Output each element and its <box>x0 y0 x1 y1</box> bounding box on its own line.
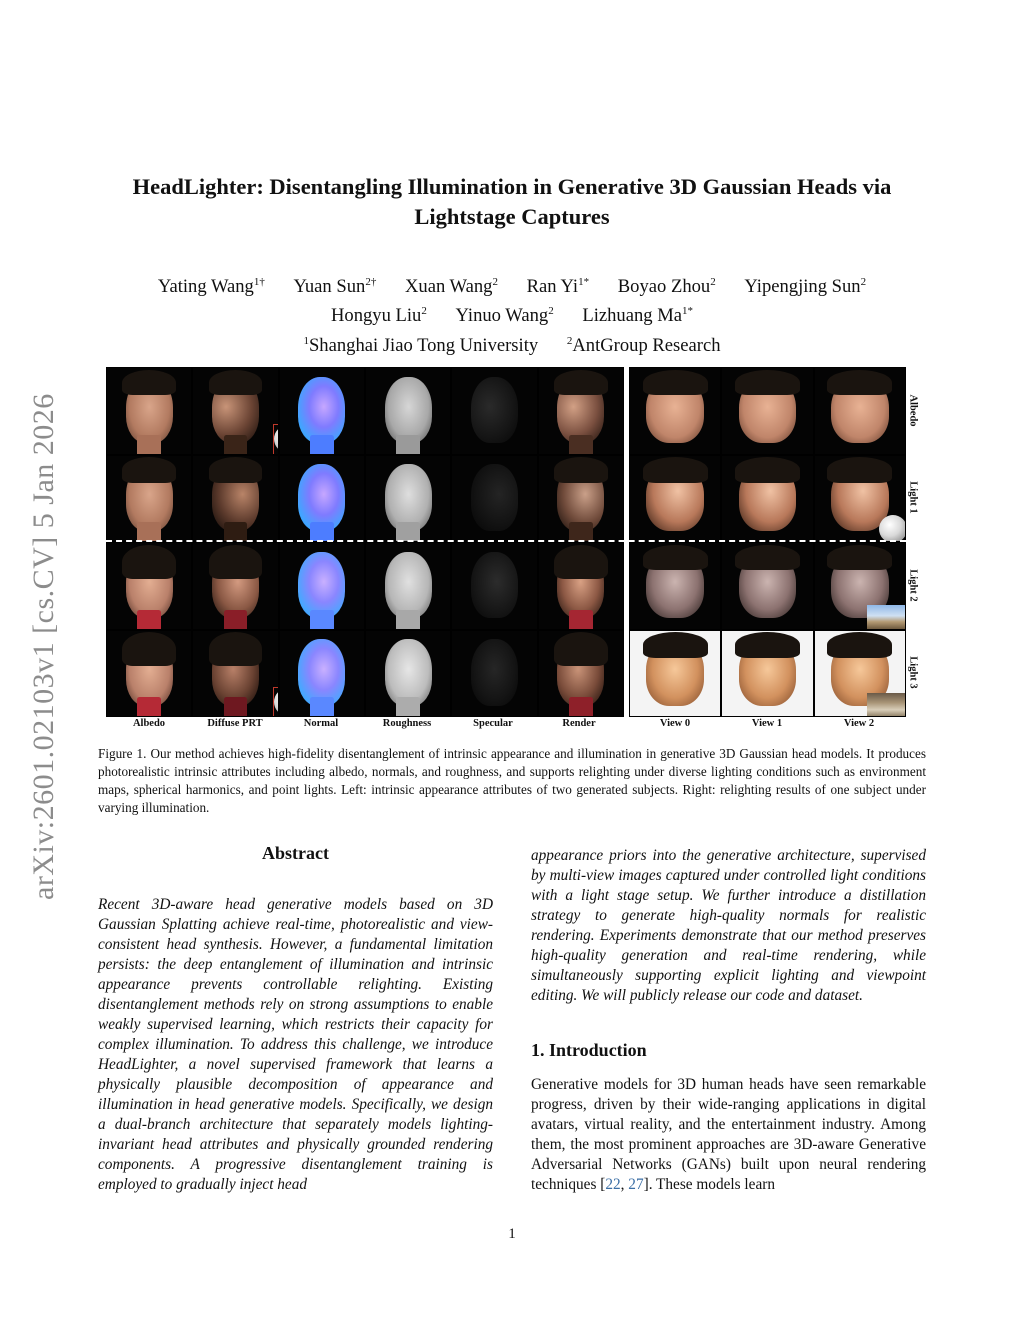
authors-row-1 <box>90 270 934 299</box>
row-label: Albedo <box>907 394 919 427</box>
author: Yipengjing Sun$^2$ <box>744 276 867 298</box>
column-label: Roughness <box>382 718 432 729</box>
subject1-albedo-image <box>106 455 192 543</box>
subject1-specular-image <box>451 455 537 543</box>
row-label: Light 2 <box>907 569 919 602</box>
figure-1 <box>106 367 906 717</box>
relight-light2-view2-image <box>814 542 906 630</box>
relight-light3-view0-image <box>629 630 721 718</box>
paper-title: HeadLighter: Disentangling Illumination in Generative 3D Gaussian Heads via Lightstage Captures <box>132 174 892 229</box>
subject1-roughness-image <box>365 455 451 543</box>
figure-column-labels <box>106 718 906 732</box>
relight-light1-view2-image <box>814 455 906 543</box>
column-label: Albedo <box>132 718 166 729</box>
relight-albedo-view0-image <box>629 367 721 455</box>
row-label: Light 3 <box>907 656 919 689</box>
relighting-grid <box>629 367 906 717</box>
relight-light2-view1-image <box>721 542 813 630</box>
introduction-text: Generative models for 3D human heads have seen remarkable progress, driven by their wide-ranging applications in digital avatars, virtual reality, and the entertainment industry. Among them, the most prominent approaches are 3D-aware Generative Adversarial Networks (GANs) built upon neural rendering techniques [22, 27]. These models learn <box>531 1076 926 1193</box>
subject1-roughness-image <box>365 367 451 455</box>
author: Yating Wang$^{1\dagger}$ <box>157 276 265 298</box>
subject2-roughness-image <box>365 630 451 718</box>
citation-link[interactable]: 27 <box>628 1176 644 1193</box>
subject1-render-image <box>538 367 624 455</box>
subject1-normal-image <box>279 455 365 543</box>
subject2-render-image <box>538 630 624 718</box>
column-label: Render <box>562 718 596 729</box>
subject2-normal-image <box>279 630 365 718</box>
page-number: 1 <box>508 1226 516 1242</box>
subject2-albedo-image <box>106 542 192 630</box>
subject1-diffuse-prt-image <box>192 455 278 543</box>
row-label: Light 1 <box>907 481 919 514</box>
relight-light3-view2-image <box>814 630 906 718</box>
citation-link[interactable]: 22 <box>605 1176 621 1193</box>
affiliation: $^2$AntGroup Research <box>566 334 721 356</box>
column-label: View 1 <box>751 718 783 729</box>
subject2-roughness-image <box>365 542 451 630</box>
subject1-albedo-image <box>106 367 192 455</box>
author: Boyao Zhou$^2$ <box>617 276 716 298</box>
relight-light2-view0-image <box>629 542 721 630</box>
introduction-heading: 1. Introduction <box>531 1040 647 1060</box>
relight-albedo-view1-image <box>721 367 813 455</box>
authors-row-2 <box>90 299 934 328</box>
subject1-normal-image <box>279 367 365 455</box>
subject2-specular-image <box>451 630 537 718</box>
subject1-render-image <box>538 455 624 543</box>
relight-albedo-view2-image <box>814 367 906 455</box>
column-label: Diffuse PRT <box>207 718 263 729</box>
relight-light3-view1-image <box>721 630 813 718</box>
figure-horizontal-divider <box>106 540 906 542</box>
figure-caption: Figure 1. Our method achieves high-fidelity disentanglement of intrinsic appearance and illumination in generative 3D Gaussian head models. It produces photorealistic intrinsic attributes including albedo, normals, and roughness, and supports relighting under diverse lighting conditions such as environment maps, spherical harmonics, and point lights. Left: intrinsic appearance attributes of two generated subjects. Right: relighting results of one subject under varying illumination. <box>98 746 926 815</box>
abstract-text-right: appearance priors into the generative architecture, supervised by multi-view images captured under controlled light conditions with a light stage setup. We further introduce a distillation strategy to generate high-quality normals for realistic rendering. Experiments demonstrate that our method preserves high-quality generation and real-time rendering, while simultaneously supporting explicit lighting and viewpoint editing. We will publicly release our code and dataset. <box>531 847 926 1004</box>
column-label: View 2 <box>843 718 875 729</box>
abstract-text-left: Recent 3D-aware head generative models based on 3D Gaussian Splatting achieve real-time, photorealistic and view-consistent head synthesis. However, a fundamental limitation persists: the deep entanglement of illumination and intrinsic appearance prevents controllable relighting. Existing disentanglement methods rely on strong assumptions to enable weakly supervised learning, which restricts their capacity for complex illumination. To address this challenge, we introduce HeadLighter, a novel supervised framework that learns a physically plausible decomposition of appearance and illumination in head generative models. Specifically, we design a dual-branch architecture that separately models lighting-invariant head attributes and physically grounded rendering components. A progressive disentanglement training is employed to gradually inject head <box>98 896 493 1193</box>
affiliation: $^1$Shanghai Jiao Tong University <box>303 334 539 356</box>
relighting-row-labels <box>905 367 921 717</box>
author-block <box>90 270 934 358</box>
figure-vertical-divider <box>625 367 627 717</box>
subject2-normal-image <box>279 542 365 630</box>
author: Hongyu Liu$^2$ <box>330 305 427 327</box>
subject2-diffuse-prt-image <box>192 630 278 718</box>
relight-light1-view0-image <box>629 455 721 543</box>
column-label: View 0 <box>659 718 691 729</box>
subject2-render-image <box>538 542 624 630</box>
subject2-albedo-image <box>106 630 192 718</box>
affiliations <box>90 328 934 357</box>
intrinsic-attributes-grid <box>106 367 624 717</box>
subject1-diffuse-prt-image <box>192 367 278 455</box>
subject2-specular-image <box>451 542 537 630</box>
subject2-diffuse-prt-image <box>192 542 278 630</box>
author: Yuan Sun$^{2\dagger}$ <box>293 276 377 298</box>
column-label: Normal <box>303 718 339 729</box>
arxiv-identifier: arXiv:2601.02103v1 [cs.CV] 5 Jan 2026 <box>27 393 60 900</box>
relight-light1-view1-image <box>721 455 813 543</box>
author: Xuan Wang$^2$ <box>404 276 498 298</box>
author: Yinuo Wang$^2$ <box>455 305 554 327</box>
subject1-specular-image <box>451 367 537 455</box>
author: Ran $Yi^{1*}$ <box>526 276 590 298</box>
abstract-heading: Abstract <box>262 843 329 863</box>
author: Lizhuang $Ma^{1*}$ <box>582 305 694 327</box>
column-label: Specular <box>473 718 513 729</box>
